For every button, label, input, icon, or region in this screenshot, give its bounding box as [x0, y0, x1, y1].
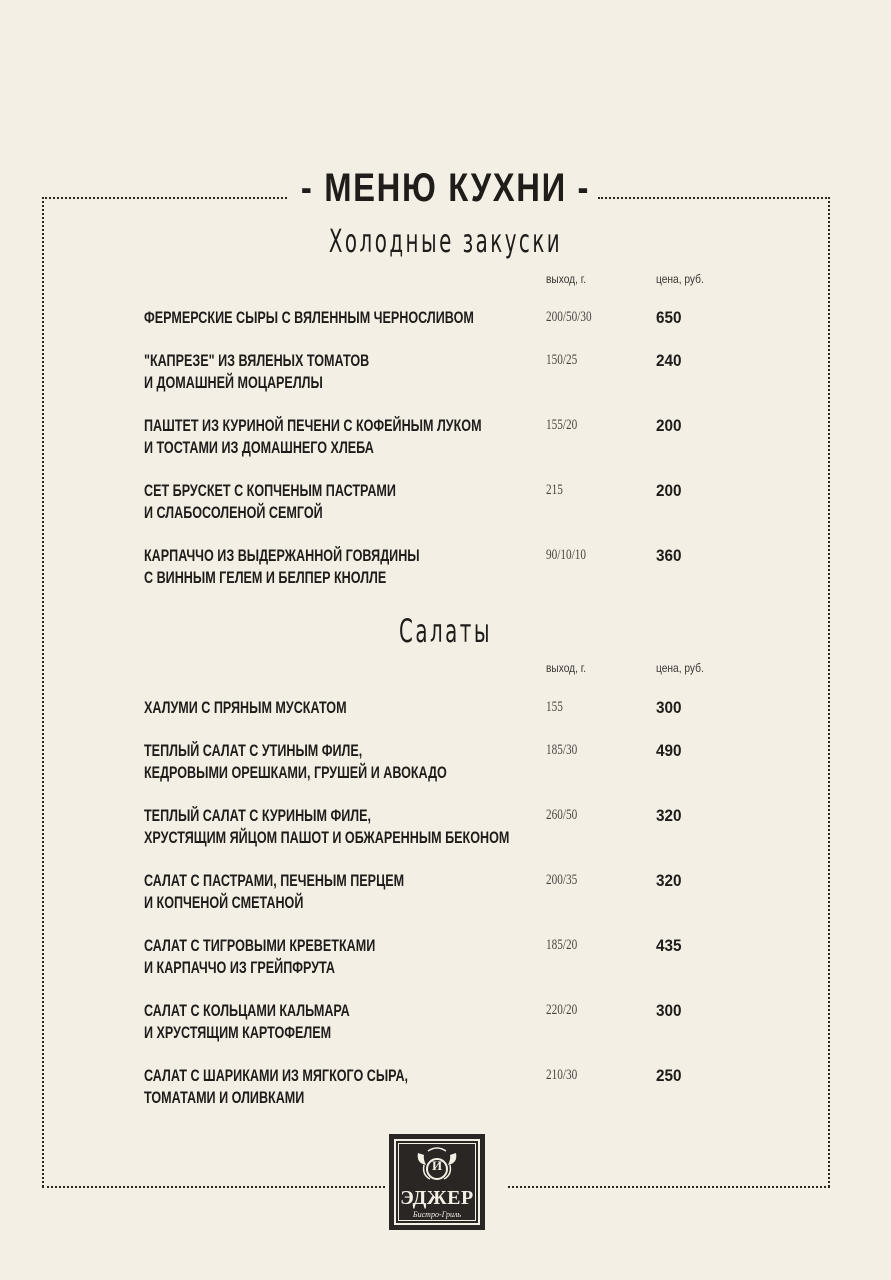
item-weight: 220/20	[546, 1002, 578, 1018]
item-weight: 200/35	[546, 872, 578, 888]
frame-left-border	[42, 197, 44, 1187]
frame-bottom-right-border	[508, 1186, 830, 1188]
item-name-line: ХРУСТЯЩИМ ЯЙЦОМ ПАШОТ И ОБЖАРЕННЫМ БЕКОНОМ	[144, 828, 510, 847]
item-name-line: И ДОМАШНЕЙ МОЦАРЕЛЛЫ	[144, 373, 323, 392]
price-column-header: цена, руб.	[656, 661, 704, 675]
item-weight: 150/25	[546, 352, 578, 368]
item-name-line: И СЛАБОСОЛЕНОЙ СЕМГОЙ	[144, 503, 323, 522]
item-price: 300	[656, 1001, 682, 1020]
item-name-line: САЛАТ С ТИГРОВЫМИ КРЕВЕТКАМИ	[144, 936, 376, 955]
section-title-salads: Салаты	[399, 612, 492, 650]
item-name-line: СЕТ БРУСКЕТ С КОПЧЕНЫМ ПАСТРАМИ	[144, 481, 396, 500]
item-name-line: ТОМАТАМИ И ОЛИВКАМИ	[144, 1088, 305, 1107]
item-name-line: ПАШТЕТ ИЗ КУРИНОЙ ПЕЧЕНИ С КОФЕЙНЫМ ЛУКОМ	[144, 416, 482, 435]
item-weight: 215	[546, 482, 563, 498]
item-name-line: САЛАТ С ШАРИКАМИ ИЗ МЯГКОГО СЫРА,	[144, 1066, 409, 1085]
item-name	[144, 545, 420, 589]
section-title-cold-appetizers: Холодные закуски	[328, 222, 563, 260]
item-name-line: САЛАТ С КОЛЬЦАМИ КАЛЬМАРА	[144, 1001, 350, 1020]
item-price: 435	[656, 936, 682, 955]
item-name-line: КАРПАЧЧО ИЗ ВЫДЕРЖАННОЙ ГОВЯДИНЫ	[144, 546, 420, 565]
item-name	[144, 1000, 350, 1044]
item-name	[144, 415, 482, 459]
item-name-line: И ТОСТАМИ ИЗ ДОМАШНЕГО ХЛЕБА	[144, 438, 374, 457]
item-weight: 185/20	[546, 937, 578, 953]
item-name	[144, 870, 404, 914]
item-price: 200	[656, 481, 682, 500]
frame-right-border	[828, 197, 830, 1187]
item-weight: 260/50	[546, 807, 578, 823]
item-weight: 210/30	[546, 1067, 578, 1083]
item-name-line: "КАПРЕЗЕ" ИЗ ВЯЛЕНЫХ ТОМАТОВ	[144, 351, 370, 370]
item-name-line: САЛАТ С ПАСТРАМИ, ПЕЧЕНЫМ ПЕРЦЕМ	[144, 871, 405, 890]
item-name-line: ТЕПЛЫЙ САЛАТ С КУРИНЫМ ФИЛЕ,	[144, 806, 371, 825]
restaurant-logo	[389, 1134, 485, 1230]
item-name-line: ТЕПЛЫЙ САЛАТ С УТИНЫМ ФИЛЕ,	[144, 741, 363, 760]
logo-name: ЭДЖЕР	[400, 1187, 474, 1209]
weight-column-header: выход, г.	[546, 272, 587, 286]
menu-title: - МЕНЮ КУХНИ -	[300, 166, 591, 210]
item-price: 360	[656, 546, 682, 565]
item-price: 240	[656, 351, 682, 370]
item-name	[144, 935, 375, 979]
item-name-line: И КАРПАЧЧО ИЗ ГРЕЙПФРУТА	[144, 958, 336, 977]
logo-tagline: Бистро-Гриль	[412, 1210, 462, 1219]
logo-letter: И	[431, 1158, 443, 1173]
item-name-line: И КОПЧЕНОЙ СМЕТАНОЙ	[144, 893, 304, 912]
item-name-line: ФЕРМЕРСКИЕ СЫРЫ С ВЯЛЕННЫМ ЧЕРНОСЛИВОМ	[144, 308, 474, 327]
item-name	[144, 307, 474, 329]
item-name	[144, 1065, 408, 1109]
frame-bottom-left-border	[42, 1186, 385, 1188]
item-name-line: ХАЛУМИ С ПРЯНЫМ МУСКАТОМ	[144, 698, 347, 717]
item-name	[144, 350, 369, 394]
item-name	[144, 805, 509, 849]
item-weight: 90/10/10	[546, 547, 587, 563]
item-price: 320	[656, 806, 682, 825]
item-weight: 185/30	[546, 742, 578, 758]
item-weight: 155	[546, 699, 563, 715]
price-column-header: цена, руб.	[656, 272, 704, 286]
item-name-line: КЕДРОВЫМИ ОРЕШКАМИ, ГРУШЕЙ И АВОКАДО	[144, 763, 447, 782]
item-weight: 200/50/30	[546, 309, 592, 325]
item-name	[144, 480, 396, 524]
item-name-line: И ХРУСТЯЩИМ КАРТОФЕЛЕМ	[144, 1023, 332, 1042]
item-price: 250	[656, 1066, 682, 1085]
item-price: 490	[656, 741, 682, 760]
item-price: 650	[656, 308, 682, 327]
item-name	[144, 697, 347, 719]
item-name	[144, 740, 447, 784]
item-price: 300	[656, 698, 682, 717]
weight-column-header: выход, г.	[546, 661, 587, 675]
item-name-line: С ВИННЫМ ГЕЛЕМ И БЕЛПЕР КНОЛЛЕ	[144, 568, 387, 587]
item-weight: 155/20	[546, 417, 578, 433]
item-price: 320	[656, 871, 682, 890]
item-price: 200	[656, 416, 682, 435]
